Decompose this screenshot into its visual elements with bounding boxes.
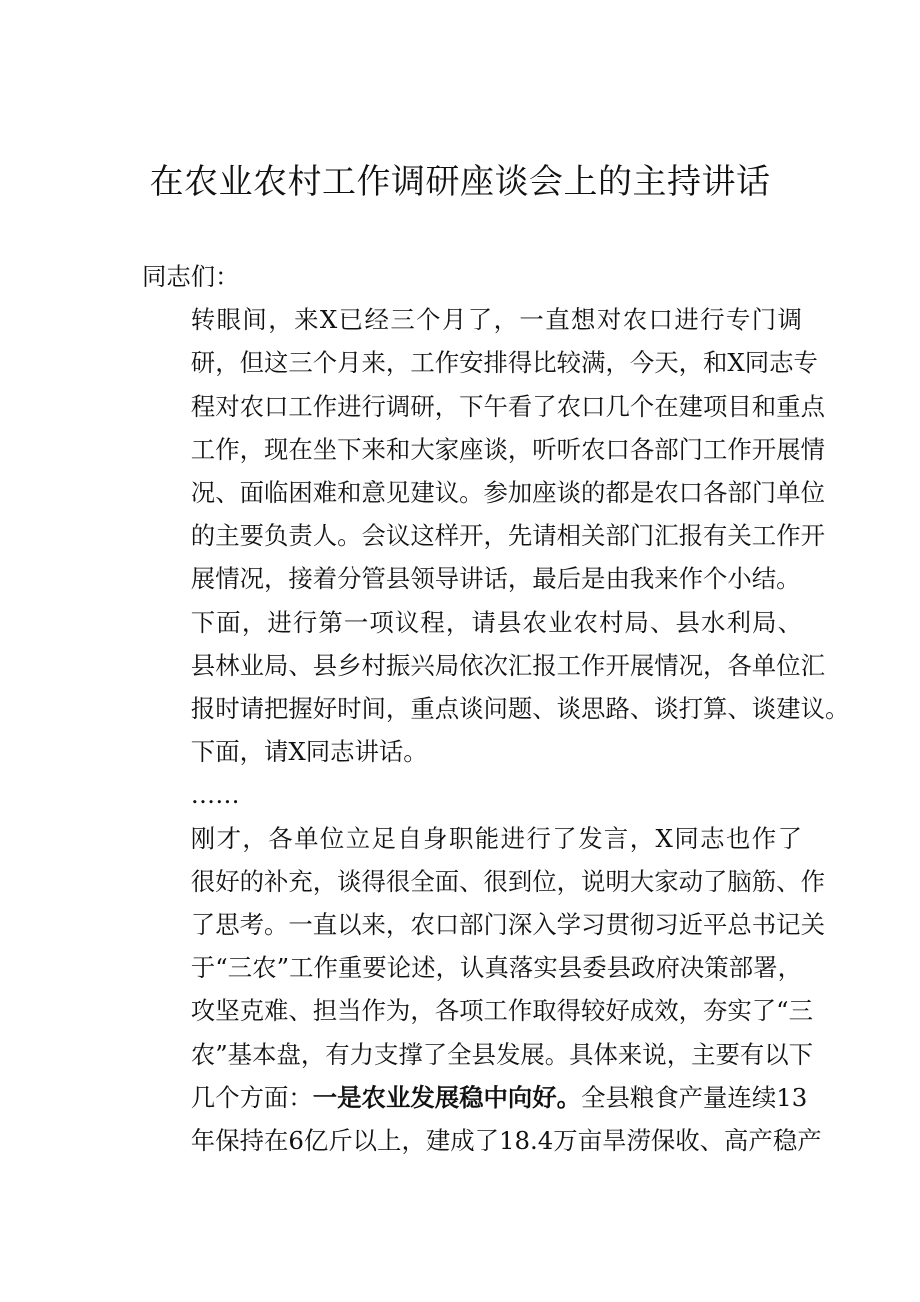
paragraph-line: 转眼间，来X已经三个月了，一直想对农口进行专门调 [190, 305, 802, 335]
paragraph-line: 展情况，接着分管县领导讲话，最后是由我来作个小结。 [190, 564, 801, 594]
paragraph-line: 研，但这三个月来，工作安排得比较满，今天，和X同志专 [190, 348, 818, 378]
paragraph-line: 县林业局、县乡村振兴局依次汇报工作开展情况，各单位汇 [190, 650, 825, 680]
salutation: 同志们： [142, 262, 240, 291]
paragraph-3: 下面，请X同志讲话。 [190, 737, 428, 767]
paragraph-line: 的主要负责人。会议这样开，先请相关部门汇报有关工作开 [190, 521, 825, 551]
paragraph-line: 程对农口工作进行调研，下午看了农口几个在建项目和重点 [190, 391, 825, 421]
paragraph-2 [142, 601, 850, 731]
paragraph-1 [142, 298, 825, 600]
paragraph-line: 下面，进行第一项议程，请县农业农村局、县水利局、 [190, 607, 802, 637]
paragraph-line: 年保持在6亿斤以上，建成了18.4万亩旱涝保收、高产稳产 [190, 1126, 822, 1156]
paragraph-line: 了思考。一直以来，农口部门深入学习贯彻习近平总书记关 [190, 910, 825, 940]
document-body [142, 255, 850, 1162]
paragraph-4 [142, 817, 825, 1163]
ellipsis: …… [190, 780, 240, 810]
document-title: 在农业农村工作调研座谈会上的主持讲话 [149, 162, 771, 202]
line-prefix: 几个方面： [190, 1082, 313, 1112]
paragraph-line: 况、面临困难和意见建议。参加座谈的都是农口各部门单位 [190, 478, 825, 508]
paragraph-line: 攻坚克难、担当作为，各项工作取得较好成效，夯实了“三 [190, 996, 814, 1026]
line-suffix: 全县粮食产量连续13 [581, 1082, 808, 1112]
paragraph-line: 于“三农”工作重要论述，认真落实县委县政府决策部署， [190, 953, 802, 983]
paragraph-line [142, 1076, 808, 1119]
paragraph-line: 农”基本盘，有力支撑了全县发展。具体来说，主要有以下 [190, 1039, 814, 1069]
bold-heading-point-one: 一是农业发展稳中向好。 [312, 1082, 582, 1112]
paragraph-line: 很好的补充，谈得很全面、很到位，说明大家动了脑筋、作 [190, 866, 825, 896]
paragraph-line: 刚才，各单位立足自身职能进行了发言，X同志也作了 [190, 823, 802, 853]
paragraph-line: 报时请把握好时间，重点谈问题、谈思路、谈打算、谈建议。 [190, 694, 850, 724]
paragraph-line: 工作，现在坐下来和大家座谈，听听农口各部门工作开展情 [190, 434, 825, 464]
